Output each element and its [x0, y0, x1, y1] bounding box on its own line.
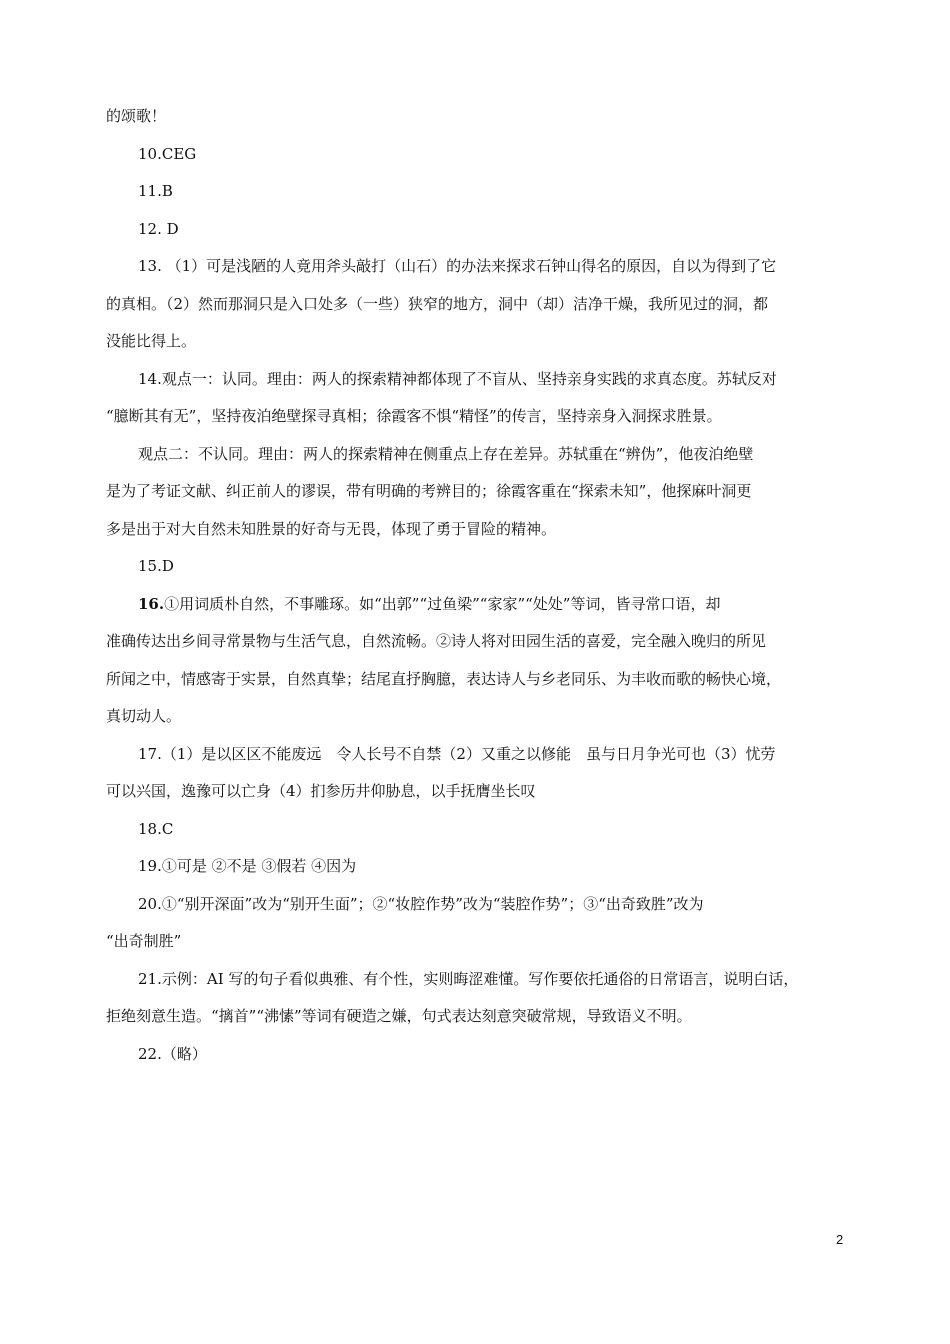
- line-text: 15.D: [138, 557, 174, 575]
- line-text: 准确传达出乡间寻常景物与生活气息，自然流畅。②诗人将对田园生活的喜爱，完全融入晚归的所见: [106, 632, 767, 650]
- line-text: 是为了考证文献、纠正前人的谬误，带有明确的考辨目的；徐霞客重在“探索未知”，他探麻叶洞更: [106, 482, 752, 500]
- text-line: [106, 548, 846, 586]
- line-text: 没能比得上。: [106, 332, 197, 350]
- text-line: [106, 1036, 846, 1074]
- line-text: ①用词质朴自然，不事雕琢。如“出郭”“过鱼梁”“家家”“处处”等词，皆寻常口语，却: [164, 594, 721, 613]
- line-text: “臆断其有无”，坚持夜泊绝壁探寻真相；徐霞客不惧“精怪”的传言，坚持亲身入洞探求胜景。: [106, 407, 722, 425]
- line-text: “出奇制胜”: [106, 932, 182, 950]
- text-line: [106, 436, 846, 474]
- text-line: [106, 586, 846, 624]
- text-line: [106, 136, 846, 174]
- line-text: 真切动人。: [106, 707, 182, 725]
- text-line: [106, 698, 846, 736]
- line-text: 的颂歌！: [106, 107, 167, 125]
- text-line: [106, 923, 846, 961]
- text-line: [106, 98, 846, 136]
- text-line: [106, 661, 846, 699]
- line-text: 拒绝刻意生造。“摛首”“沸愫”等词有硬造之嫌，句式表达刻意突破常规，导致语义不明。: [106, 1007, 692, 1025]
- text-line: [106, 623, 846, 661]
- text-line: [106, 511, 846, 549]
- answer-text-body: [106, 98, 846, 1073]
- text-line: [106, 848, 846, 886]
- line-text: 17.（1）是以区区不能废远 令人长号不自禁（2）又重之以修能 虽与日月争光可也（3）忧劳: [138, 744, 776, 763]
- text-line: [106, 998, 846, 1036]
- line-text: 22.（略）: [138, 1044, 207, 1063]
- text-line: [106, 286, 846, 324]
- line-text: 多是出于对大自然未知胜景的好奇与无畏，体现了勇于冒险的精神。: [106, 519, 557, 538]
- line-text: 21.示例：AI 写的句子看似典雅、有个性，实则晦涩难懂。写作要依托通俗的日常语言，说明白话，: [138, 969, 799, 988]
- text-line: [106, 736, 846, 774]
- text-line: [106, 361, 846, 399]
- line-text: 14.观点一：认同。理由：两人的探索精神都体现了不盲从、坚持亲身实践的求真态度。苏轼反对: [138, 369, 777, 388]
- text-line: [106, 886, 846, 924]
- line-text: 可以兴国，逸豫可以亡身（4）扪参历井仰胁息，以手抚膺坐长叹: [106, 782, 536, 800]
- text-line: [106, 323, 846, 361]
- text-line: [106, 173, 846, 211]
- line-text: 观点二：不认同。理由：两人的探索精神在侧重点上存在差异。苏轼重在“辨伪”，他夜泊绝壁: [138, 444, 754, 463]
- line-text: 11.B: [138, 182, 173, 200]
- question-number: 16.: [138, 594, 165, 613]
- line-text: 20.①“别开深面”改为“别开生面”；②“妆腔作势”改为“装腔作势”；③“出奇致胜”改为: [138, 894, 704, 913]
- text-line: [106, 773, 846, 811]
- line-text: 19.①可是 ②不是 ③假若 ④因为: [138, 857, 357, 875]
- text-line: [106, 961, 846, 999]
- line-text: 13. （1）可是浅陋的人竟用斧头敲打（山石）的办法来探求石钟山得名的原因，自以为得到了它: [138, 257, 777, 275]
- text-line: [106, 811, 846, 849]
- text-line: [106, 473, 846, 511]
- line-text: 所闻之中，情感寄于实景，自然真挚；结尾直抒胸臆，表达诗人与乡老同乐、为丰收而歌的畅快心境，: [106, 669, 782, 688]
- text-line: [106, 211, 846, 249]
- text-line: [106, 248, 846, 286]
- text-line: [106, 398, 846, 436]
- line-text: 12. D: [138, 219, 179, 238]
- page-number: 2: [836, 1232, 844, 1247]
- line-text: 18.C: [138, 819, 174, 838]
- line-text: 的真相。（2）然而那洞只是入口处多（一些）狭窄的地方，洞中（却）洁净干燥，我所见过的洞，都: [106, 294, 769, 313]
- line-text: 10.CEG: [138, 144, 197, 163]
